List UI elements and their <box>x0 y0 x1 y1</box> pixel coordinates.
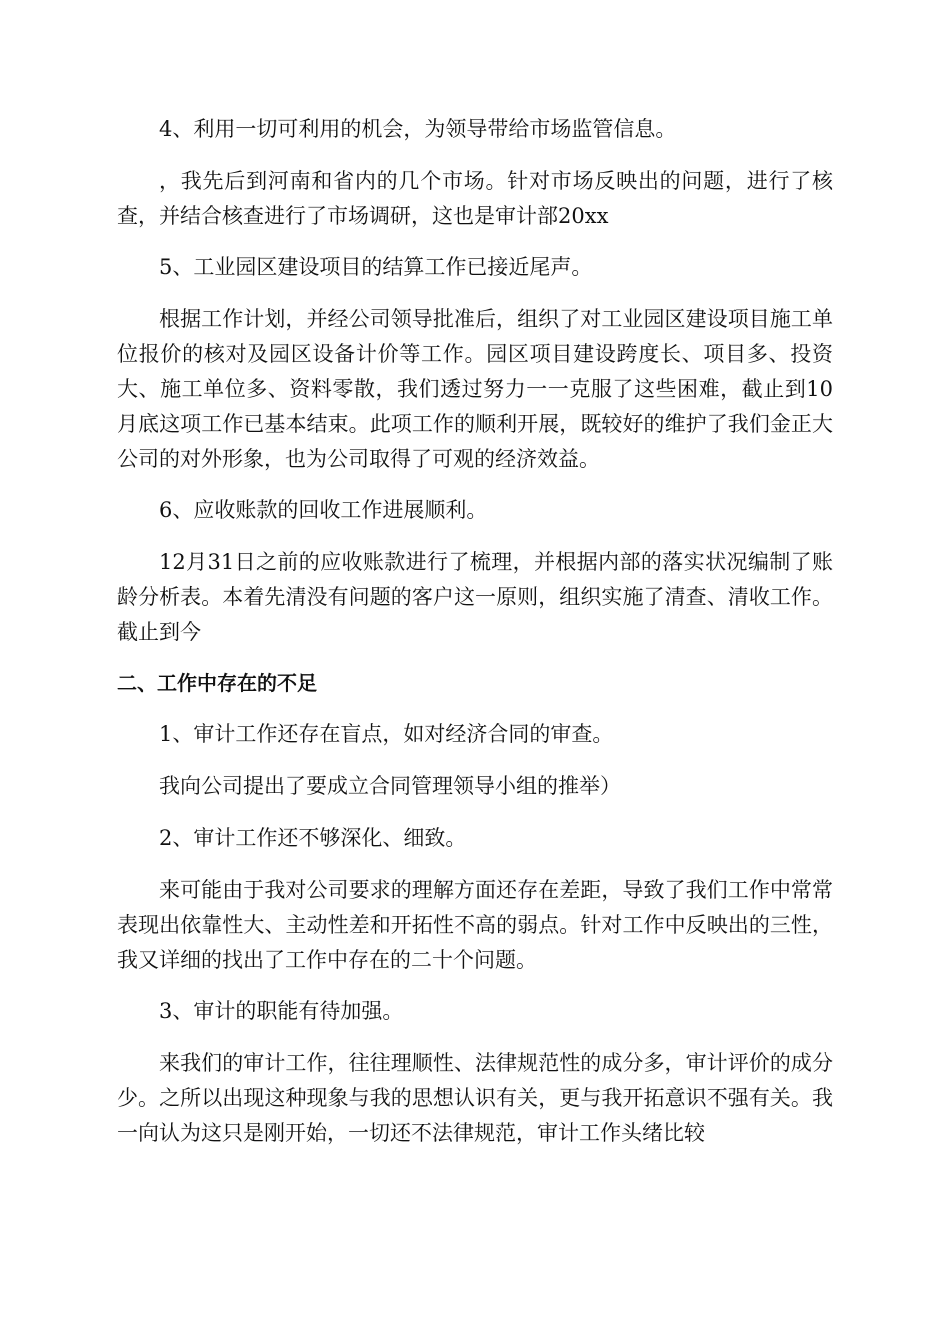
paragraph-shortcoming-3: 3、审计的职能有待加强。 <box>159 999 404 1023</box>
paragraph-understanding-gap: 来可能由于我对公司要求的理解方面还存在差距，导致了我们工作中常常表现出依靠性大、主动性差和开拓性不高的弱点。针对工作中反映出的三性，我又详细的找出了工作中存在的二十个问题。 <box>117 878 833 972</box>
document-body <box>117 112 833 1167</box>
paragraph-item-5: 5、工业园区建设项目的结算工作已接近尾声。 <box>159 255 593 279</box>
paragraph-shortcoming-1: 1、审计工作还存在盲点，如对经济合同的审查。 <box>159 722 614 746</box>
paragraph-item-4: 4、利用一切可利用的机会，为领导带给市场监管信息。 <box>159 117 677 141</box>
paragraph-shortcoming-2: 2、审计工作还不够深化、细致。 <box>159 826 467 850</box>
paragraph-market-survey: ，我先后到河南和省内的几个市场。针对市场反映出的问题，进行了核查，并结合核查进行了市场调研，这也是审计部20xx <box>117 169 833 228</box>
paragraph-audit-function: 来我们的审计工作，往往理顺性、法律规范性的成分多，审计评价的成分少。之所以出现这种现象与我的思想认识有关，更与我开拓意识不强有关。我一向认为这只是刚开始，一切还不法律规范，审计工作头绪比较 <box>117 1051 833 1145</box>
paragraph-industrial-park: 根据工作计划，并经公司领导批准后，组织了对工业园区建设项目施工单位报价的核对及园区设备计价等工作。园区项目建设跨度长、项目多、投资大、施工单位多、资料零散，我们透过努力一一克服了这些困难，截止到10月底这项工作已基本结束。此项工作的顺利开展，既较好的维护了我们金正大公司的对外形象，也为公司取得了可观的经济效益。 <box>117 307 833 471</box>
paragraph-item-6: 6、应收账款的回收工作进展顺利。 <box>159 498 488 522</box>
paragraph-receivables: 12月31日之前的应收账款进行了梳理，并根据内部的落实状况编制了账龄分析表。本着先清没有问题的客户这一原则，组织实施了清查、清收工作。截止到今 <box>117 550 833 644</box>
section-heading-shortcomings: 二、工作中存在的不足 <box>117 671 317 695</box>
paragraph-contract-proposal: 我向公司提出了要成立合同管理领导小组的推举） <box>159 774 621 798</box>
